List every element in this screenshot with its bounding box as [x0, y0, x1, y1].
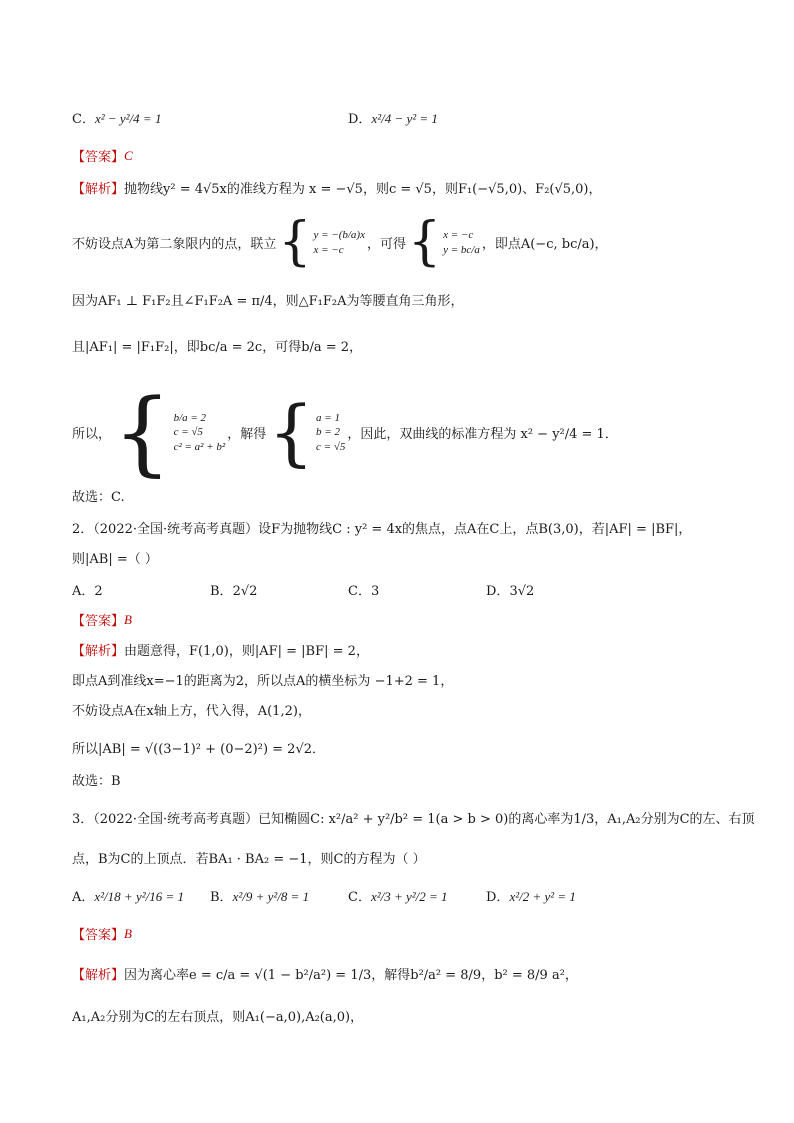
system-1: { y = −(b/a)x x = −c [278, 212, 365, 272]
q3-analysis-line2: A₁,A₂分别为C的左右顶点，则A₁(−a,0),A₂(a,0)， [72, 1010, 364, 1025]
q1-analysis-line2: 不妨设点A为第二象限内的点，联立 { y = −(b/a)x x = −c ，可得 { x = −c y = bc/a ，即点A(−c, bc/a)， [72, 212, 608, 272]
q2-analysis-line1: 【解析】 由题意得，F(1,0)，则|AF| = |BF| = 2， [72, 644, 369, 659]
q3-option-d: D．x²/2 + y² = 1 [486, 889, 576, 905]
q1-analysis-line1: 【解析】 抛物线y² = 4√5x的准线方程为 x = −√5，则c = √5，则F₁(−√5,0)、F₂(√5,0)， [72, 182, 602, 197]
q1-analysis-line5: 所以， { b/a = 2 c = √5 c² = a² + b² ，解得 { a = 1 b = 2 c = √5 ，因此，双曲线的标准方程为 x² − y²/4 = 1． [72, 379, 618, 486]
q1-answer: 【答案】 C [72, 147, 133, 165]
q2-option-a: A．2 [72, 584, 103, 599]
q2-analysis-line4: 所以|AB| = √((3−1)² + (0−2)²) = 2√2． [72, 742, 326, 757]
q2-stem2: 则|AB| =（ ） [72, 552, 158, 567]
q3-option-a: A．x²/18 + y²/16 = 1 [72, 889, 184, 905]
system-4: { a = 1 b = 2 c = √5 [268, 390, 346, 474]
q1-analysis-line4: 且|AF₁| = |F₁F₂|，即bc/a = 2c，可得b/a = 2， [72, 340, 363, 355]
q2-conclusion: 故选：B [72, 774, 121, 789]
q1-conclusion: 故选：C. [72, 490, 125, 505]
q2-option-d: D．3√2 [486, 584, 535, 599]
option-d: D．x²/4 − y² = 1 [348, 111, 438, 127]
q3-stem1: 3．（2022·全国·统考高考真题）已知椭圆C: x²/a² + y²/b² = 1(a > b > 0)的离心率为1/3，A₁,A₂分别为C的左、右顶 [72, 812, 755, 827]
q2-option-c: C．3 [348, 584, 380, 599]
q2-answer: 【答案】 B [72, 611, 132, 629]
q2-analysis-line3: 不妨设点A在x轴上方，代入得，A(1,2)， [72, 704, 311, 719]
q2-stem1: 2．（2022·全国·统考高考真题）设F为抛物线C : y² = 4x的焦点，点A在C上，点B(3,0)，若|AF| = |BF|， [72, 522, 692, 537]
q3-option-c: C．x²/3 + y²/2 = 1 [348, 889, 448, 905]
q2-option-b: B．2√2 [210, 584, 258, 599]
system-3: { b/a = 2 c = √5 c² = a² + b² [113, 379, 226, 486]
q3-analysis-line1: 【解析】 因为离心率e = c/a = √(1 − b²/a²) = 1/3，解得b²/a² = 8/9，b² = 8/9 a²， [72, 968, 578, 983]
q2-analysis-line2: 即点A到准线x=−1的距离为2，所以点A的横坐标为 −1+2 = 1， [72, 674, 454, 689]
q3-option-b: B．x²/9 + y²/8 = 1 [210, 889, 310, 905]
option-c: C．x² − y²/4 = 1 [72, 111, 162, 127]
q3-answer: 【答案】 B [72, 925, 132, 943]
q3-stem2: 点，B为C的上顶点．若BA₁ · BA₂ = −1，则C的方程为（ ） [72, 852, 426, 867]
system-2: { x = −c y = bc/a [408, 212, 480, 272]
q1-analysis-line3: 因为AF₁ ⊥ F₁F₂且∠F₁F₂A = π/4，则△F₁F₂A为等腰直角三角形， [72, 294, 464, 309]
